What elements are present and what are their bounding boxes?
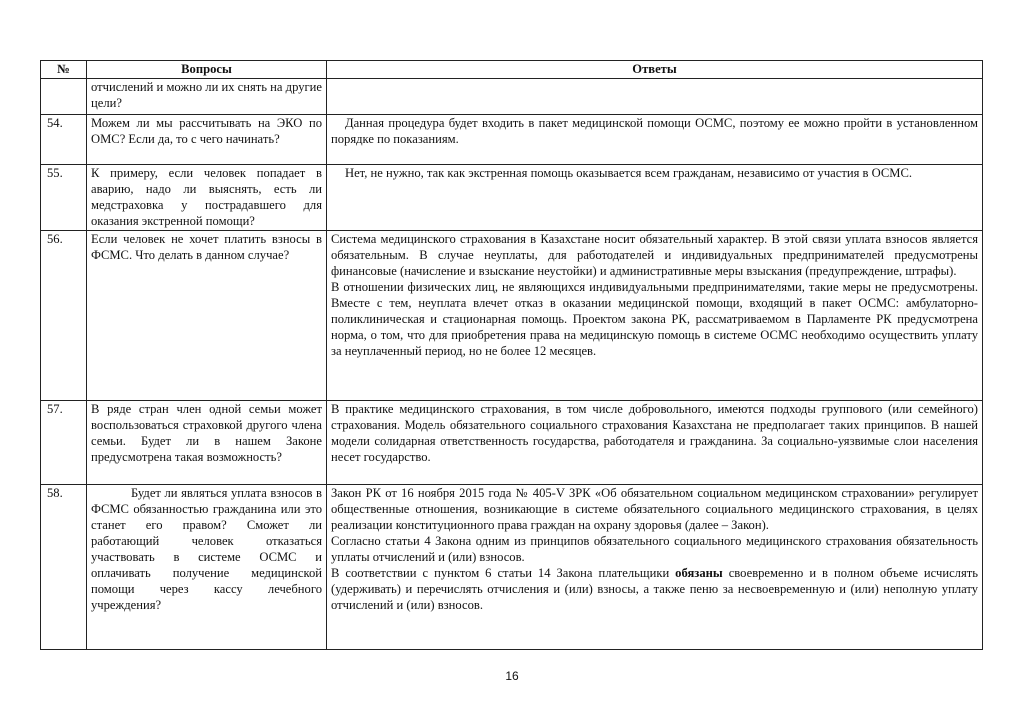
answer-paragraph: Согласно статьи 4 Закона одним из принципов обязательного социального медицинского страхования обязательность уплаты отчислений и (или) взносов.: [331, 534, 978, 564]
question-cell: В ряде стран член одной семьи может воспользоваться страховкой другого члена семьи. Будет ли в нашем Законе предусмотрена такая возможность?: [87, 401, 327, 485]
row-number: 56.: [41, 231, 87, 401]
row-number: 55.: [41, 165, 87, 231]
question-cell: отчислений и можно ли их снять на другие цели?: [87, 79, 327, 115]
table-row: [41, 401, 983, 485]
qa-table: [40, 60, 983, 650]
header-num: №: [41, 61, 87, 79]
answer-paragraph: В практике медицинского страхования, в том числе добровольного, имеются подходы группового (или семейного) страхования. Модель обязательного социального страхования Казахстана не предполагает таких принципов. В нашей модели солидарная ответственность государства, работодателя и гражданина. За социально-уязвимые слои населения несет государство.: [331, 402, 978, 464]
question-cell: [87, 485, 327, 650]
table-row: [41, 115, 983, 165]
answer-text: своевременно и в полном объеме исчислять (удерживать) и перечислять отчисления и (или) взносы, а также пеню за несвоевременную и (или) неполную уплату отчислений и (или) взносов.: [331, 566, 978, 612]
row-number: 57.: [41, 401, 87, 485]
answer-cell: [327, 79, 983, 115]
answer-cell: [327, 485, 983, 650]
emphasis-word: обязаны: [675, 566, 723, 580]
question-text: Будет ли являться уплата взносов в ФСМС обязанностью гражданина или это станет его правом? Сможет ли работающий человек отказаться участвовать в системе ОСМС и оплачивать получение медицинской помощи через кассу лечебного учреждения?: [91, 486, 322, 612]
answer-cell: [327, 231, 983, 401]
question-cell: Если человек не хочет платить взносы в ФСМС. Что делать в данном случае?: [87, 231, 327, 401]
page-number: 16: [505, 669, 519, 683]
answer-paragraph: Нет, не нужно, так как экстренная помощь оказывается всем гражданам, независимо от участия в ОСМС.: [345, 166, 913, 180]
answer-paragraph: Закон РК от 16 ноября 2015 года № 405-V ЗРК «Об обязательном социальном медицинском страховании» регулирует общественные отношения, возникающие в системе обязательного социального медицинского страхования, в целях реализации конституционного права граждан на охрану здоровья (далее – Закон).: [331, 486, 978, 532]
table-row: [41, 231, 983, 401]
table-row: [41, 485, 983, 650]
row-number: 58.: [41, 485, 87, 650]
answer-paragraph: [331, 565, 978, 613]
row-number: [41, 79, 87, 115]
header-answers: Ответы: [327, 61, 983, 79]
table-row: [41, 165, 983, 231]
answer-paragraph: Данная процедура будет входить в пакет медицинской помощи ОСМС, поэтому ее можно пройти в установленном порядке по показаниям.: [331, 116, 978, 146]
answer-cell: [327, 115, 983, 165]
document-page: [40, 60, 982, 650]
question-cell: Можем ли мы рассчитывать на ЭКО по ОМС? Если да, то с чего начинать?: [87, 115, 327, 165]
row-number: 54.: [41, 115, 87, 165]
answer-cell: [327, 401, 983, 485]
table-row: [41, 79, 983, 115]
answer-paragraph: В отношении физических лиц, не являющихся индивидуальными предпринимателями, такие меры не предусмотрены. Вместе с тем, неуплата влечет отказ в оказании медицинской помощи, входящий в пакет ОСМС: амбулаторно-поликлиническая и стационарная помощь. Проектом закона РК, рассматриваемом в Парламенте РК предусмотрена норма, о том, что для приобретения права на медицинскую помощь в системе ОСМС необходимо осуществить уплату за неуплаченный период, но не более 12 месяцев.: [331, 280, 978, 358]
answer-cell: [327, 165, 983, 231]
table-header-row: [41, 61, 983, 79]
header-questions: Вопросы: [87, 61, 327, 79]
question-cell: К примеру, если человек попадает в аварию, надо ли выяснять, есть ли медстраховка у пострадавшего для оказания экстренной помощи?: [87, 165, 327, 231]
answer-text: В соответствии с пунктом 6 статьи 14 Закона плательщики: [331, 566, 676, 580]
answer-paragraph: Система медицинского страхования в Казахстане носит обязательный характер. В этой связи уплата взносов является обязательным. В случае неуплаты, для работодателей и индивидуальных предпринимателей предусмотрены финансовые (начисление и взыскание неустойки) и административные меры взыскания (предупреждение, штрафы).: [331, 232, 978, 278]
